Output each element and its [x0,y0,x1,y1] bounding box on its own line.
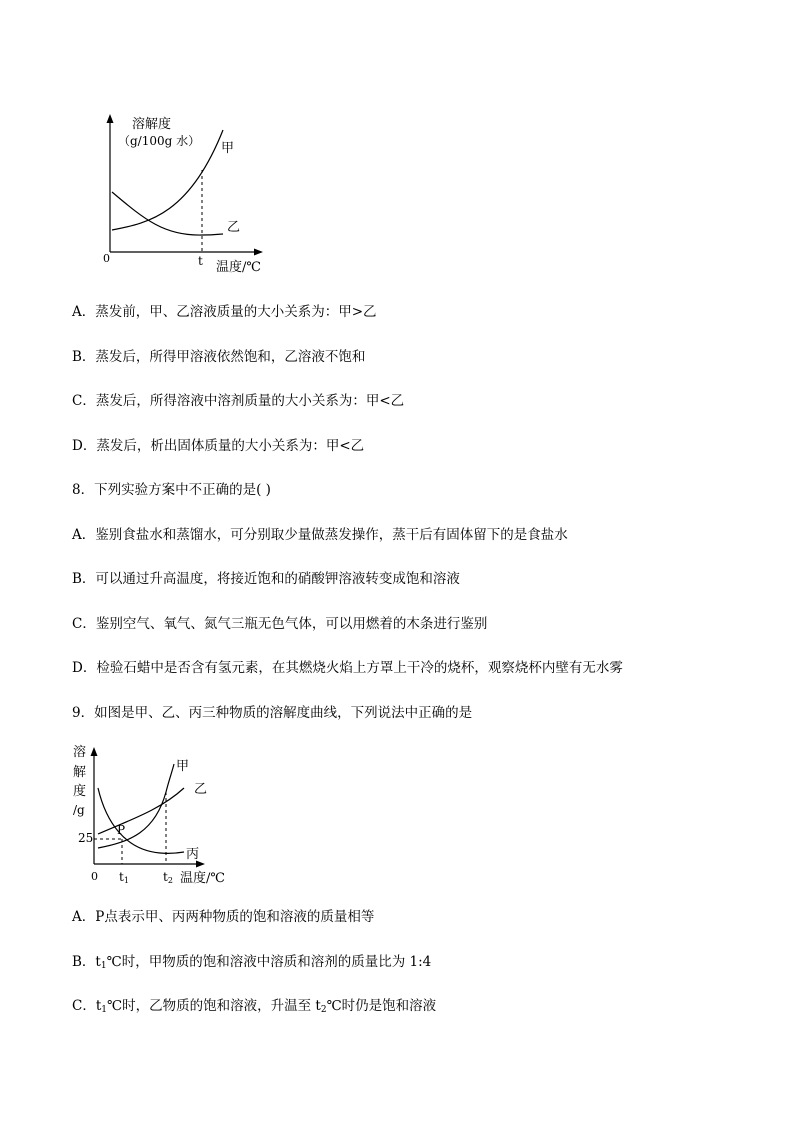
t1-label: t1 [119,870,129,885]
curve-jia-label: 甲 [221,141,235,156]
t-tick-label: t [198,254,203,268]
q9-option-c: C．$t_1℃$时，乙物质的饱和溶液，升温至 $t_2℃$时仍是饱和溶液 [72,998,437,1015]
q9-option-b: B．$t_1℃$时，甲物质的饱和溶液中溶质和溶剂的质量比为 1:4 [72,954,432,971]
solubility-figure-1 [90,108,280,278]
q7-option-b: B．蒸发后，所得甲溶液依然饱和，乙溶液不饱和 [72,349,366,365]
y-axis-arrow [91,747,98,756]
q8-option-b: B．可以通过升高温度，将接近饱和的硝酸钾溶液转变成饱和溶液 [72,571,460,587]
y-axis-arrow [107,114,114,123]
origin-label: 0 [91,870,98,883]
q7-option-d: D．蒸发后，析出固体质量的大小关系为：甲<乙 [72,438,365,454]
y-label-char-2: 解 [73,765,87,780]
y-label-char-3: 度 [73,784,87,799]
curve-yi-label: 乙 [227,220,241,235]
q9-option-a: A．P点表示甲、丙两种物质的饱和溶液的质量相等 [72,909,375,925]
curve-jia [98,764,174,848]
t2-label: t2 [163,870,173,885]
curve-bing-label: 丙 [186,847,200,862]
q9-stem: 9．如图是甲、乙、丙三种物质的溶解度曲线，下列说法中正确的是 [72,705,473,721]
q7-option-a: A．蒸发前，甲、乙溶液质量的大小关系为：甲>乙 [72,304,377,320]
curve-yi [112,192,223,235]
curve-yi [98,788,184,834]
q8-stem: 8．下列实验方案中不正确的是( ) [72,482,271,498]
y-label-char-4: /g [73,803,85,817]
tick-25-label: 25 [78,831,94,845]
y-label-char-1: 溶 [73,745,87,760]
solubility-figure-2 [70,742,240,890]
curve-yi-label: 乙 [194,782,208,797]
x-axis-label: 温度/℃ [180,871,225,886]
y-axis-label-line2: （g/100g 水） [118,134,201,148]
q8-option-a: A．鉴别食盐水和蒸馏水，可分别取少量做蒸发操作，蒸干后有固体留下的是食盐水 [72,527,568,543]
q8-option-c: C．鉴别空气、氧气、氮气三瓶无色气体，可以用燃着的木条进行鉴别 [72,616,488,632]
x-axis-arrow [254,249,263,256]
x-axis-label: 温度/℃ [216,260,261,275]
origin-label: 0 [103,252,110,265]
curve-jia-label: 甲 [176,759,190,774]
q8-option-d: D．检验石蜡中是否含有氢元素，在其燃烧火焰上方罩上干冷的烧杯，观察烧杯内壁有无水雾 [72,660,623,676]
point-p-label: P [117,823,126,837]
y-axis-label-line1: 溶解度 [132,117,172,132]
q7-option-c: C．蒸发后，所得溶液中溶剂质量的大小关系为：甲<乙 [72,393,405,409]
